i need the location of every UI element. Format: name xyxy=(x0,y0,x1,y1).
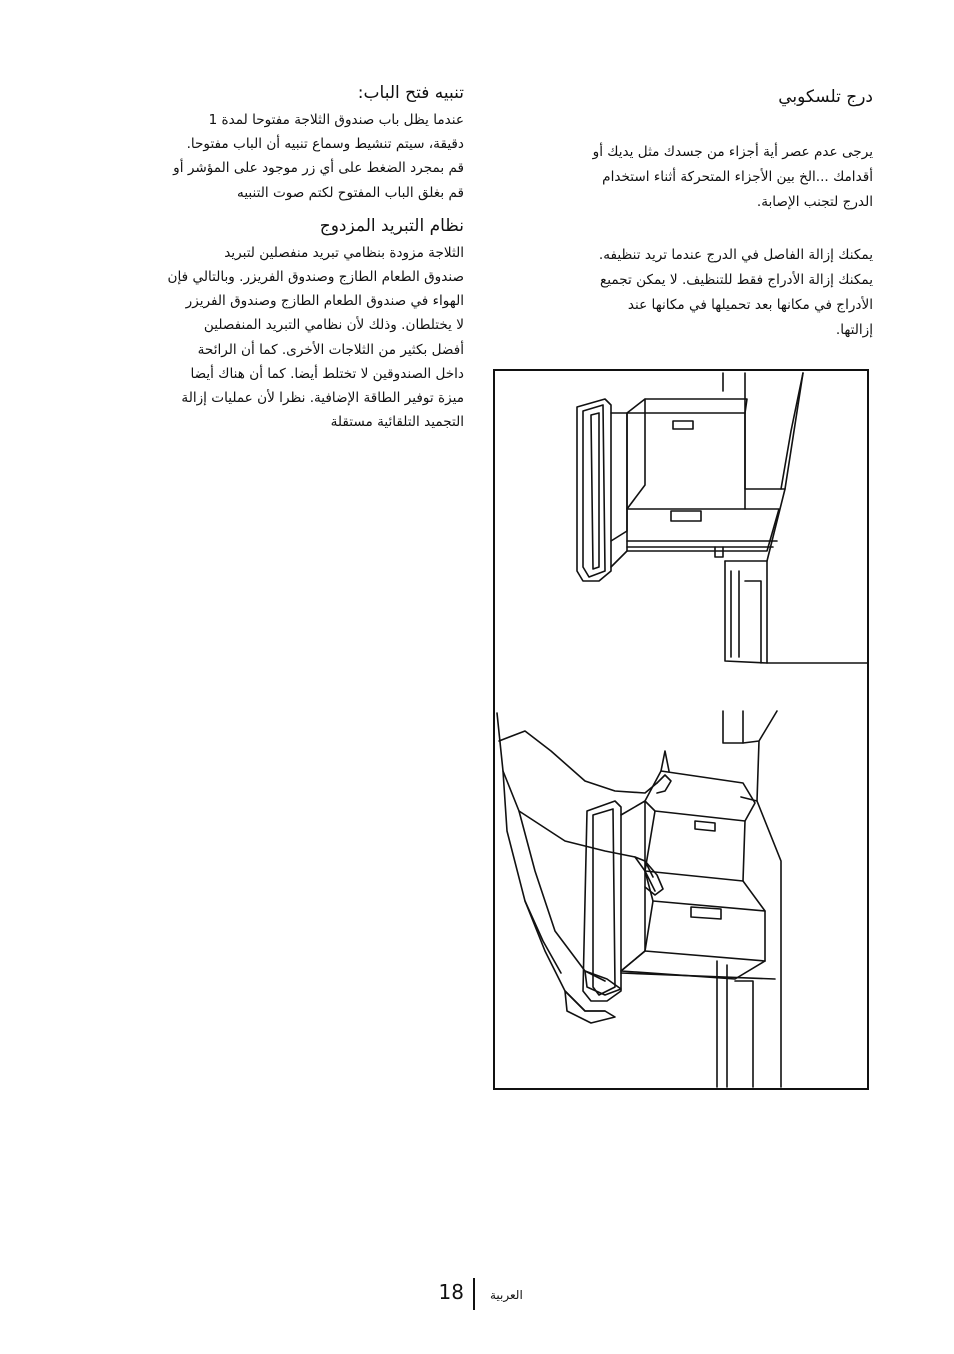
person-lifting-drawer-drawing xyxy=(497,711,781,1087)
drawer-warning-line: الدرج لتجنب الإصابة. xyxy=(756,194,873,210)
door-alarm-line: دقيقة، سيتم تنشيط وسماع تنبيه أن الباب مفتوحا. xyxy=(186,136,464,153)
door-alarm-heading: تنبيه فتح الباب: xyxy=(357,83,464,103)
drawer-removal-line: الأدراج في مكانها بعد تحميلها في مكانها عند xyxy=(627,297,873,313)
drawer-removal-illustration xyxy=(493,369,869,1090)
door-alarm-line: قم بغلق الباب المفتوح لكتم صوت التنبيه xyxy=(237,184,464,201)
drawer-warning-line: أقدامك ...الخ بين الأجزاء المتحركة أثناء استخدام xyxy=(602,169,873,185)
language-label: العربية xyxy=(490,1288,523,1302)
door-alarm-line: قم بمجرد الضغط على أي زر موجود على المؤشر أو xyxy=(173,160,464,177)
drawer-removal-line: إزالتها. xyxy=(835,322,873,338)
dual-cooling-line: أفضل بكثير من الثلاجات الأخرى. كما أن الرائحة xyxy=(197,341,464,358)
drawer-removal-line: يمكنك إزالة الأدراج فقط للتنظيف. لا يمكن تجميع xyxy=(600,272,873,288)
page-footer xyxy=(0,1278,954,1310)
drawer-warning-line: يرجى عدم عصر أية أجزاء من جسدك مثل يديك أو xyxy=(592,144,873,160)
dual-cooling-line: الثلاجة مزودة بنظامي تبريد منفصلين لتبريد xyxy=(224,244,464,261)
footer-divider xyxy=(473,1278,475,1310)
dual-cooling-line: صندوق الطعام الطازج وصندوق الفريزر. وبالتالي فإن xyxy=(167,269,464,286)
right-column xyxy=(498,84,873,343)
dual-cooling-line: لا يختلطان. وذلك لأن نظامي التبريد المنفصلين xyxy=(203,317,464,334)
dual-cooling-line: ميزة توفير الطاقة الإضافية. نظرا لأن عمليات إزالة xyxy=(181,390,464,407)
door-alarm-line: عندما يظل باب صندوق الثلاجة مفتوحا لمدة 1 xyxy=(208,112,464,128)
dual-cooling-line: الهواء في صندوق الطعام الطازج وصندوق الفريزر xyxy=(185,293,464,310)
page-number: 18 xyxy=(438,1280,464,1304)
left-column xyxy=(86,80,464,434)
dual-cooling-line: التجميد التلقائية مستقلة xyxy=(330,414,464,431)
dual-cooling-heading: نظام التبريد المزدوج xyxy=(319,215,464,236)
slide-drawer-heading: درج تلسكوبي xyxy=(778,87,873,107)
drawer-removal-line: يمكنك إزالة الفاصل في الدرج عندما تريد تنظيفه. xyxy=(598,247,873,263)
open-drawer-drawing xyxy=(577,373,867,663)
dual-cooling-line: داخل الصندوقين لا تختلط أيضا. كما أن هناك أيضا xyxy=(190,365,464,382)
